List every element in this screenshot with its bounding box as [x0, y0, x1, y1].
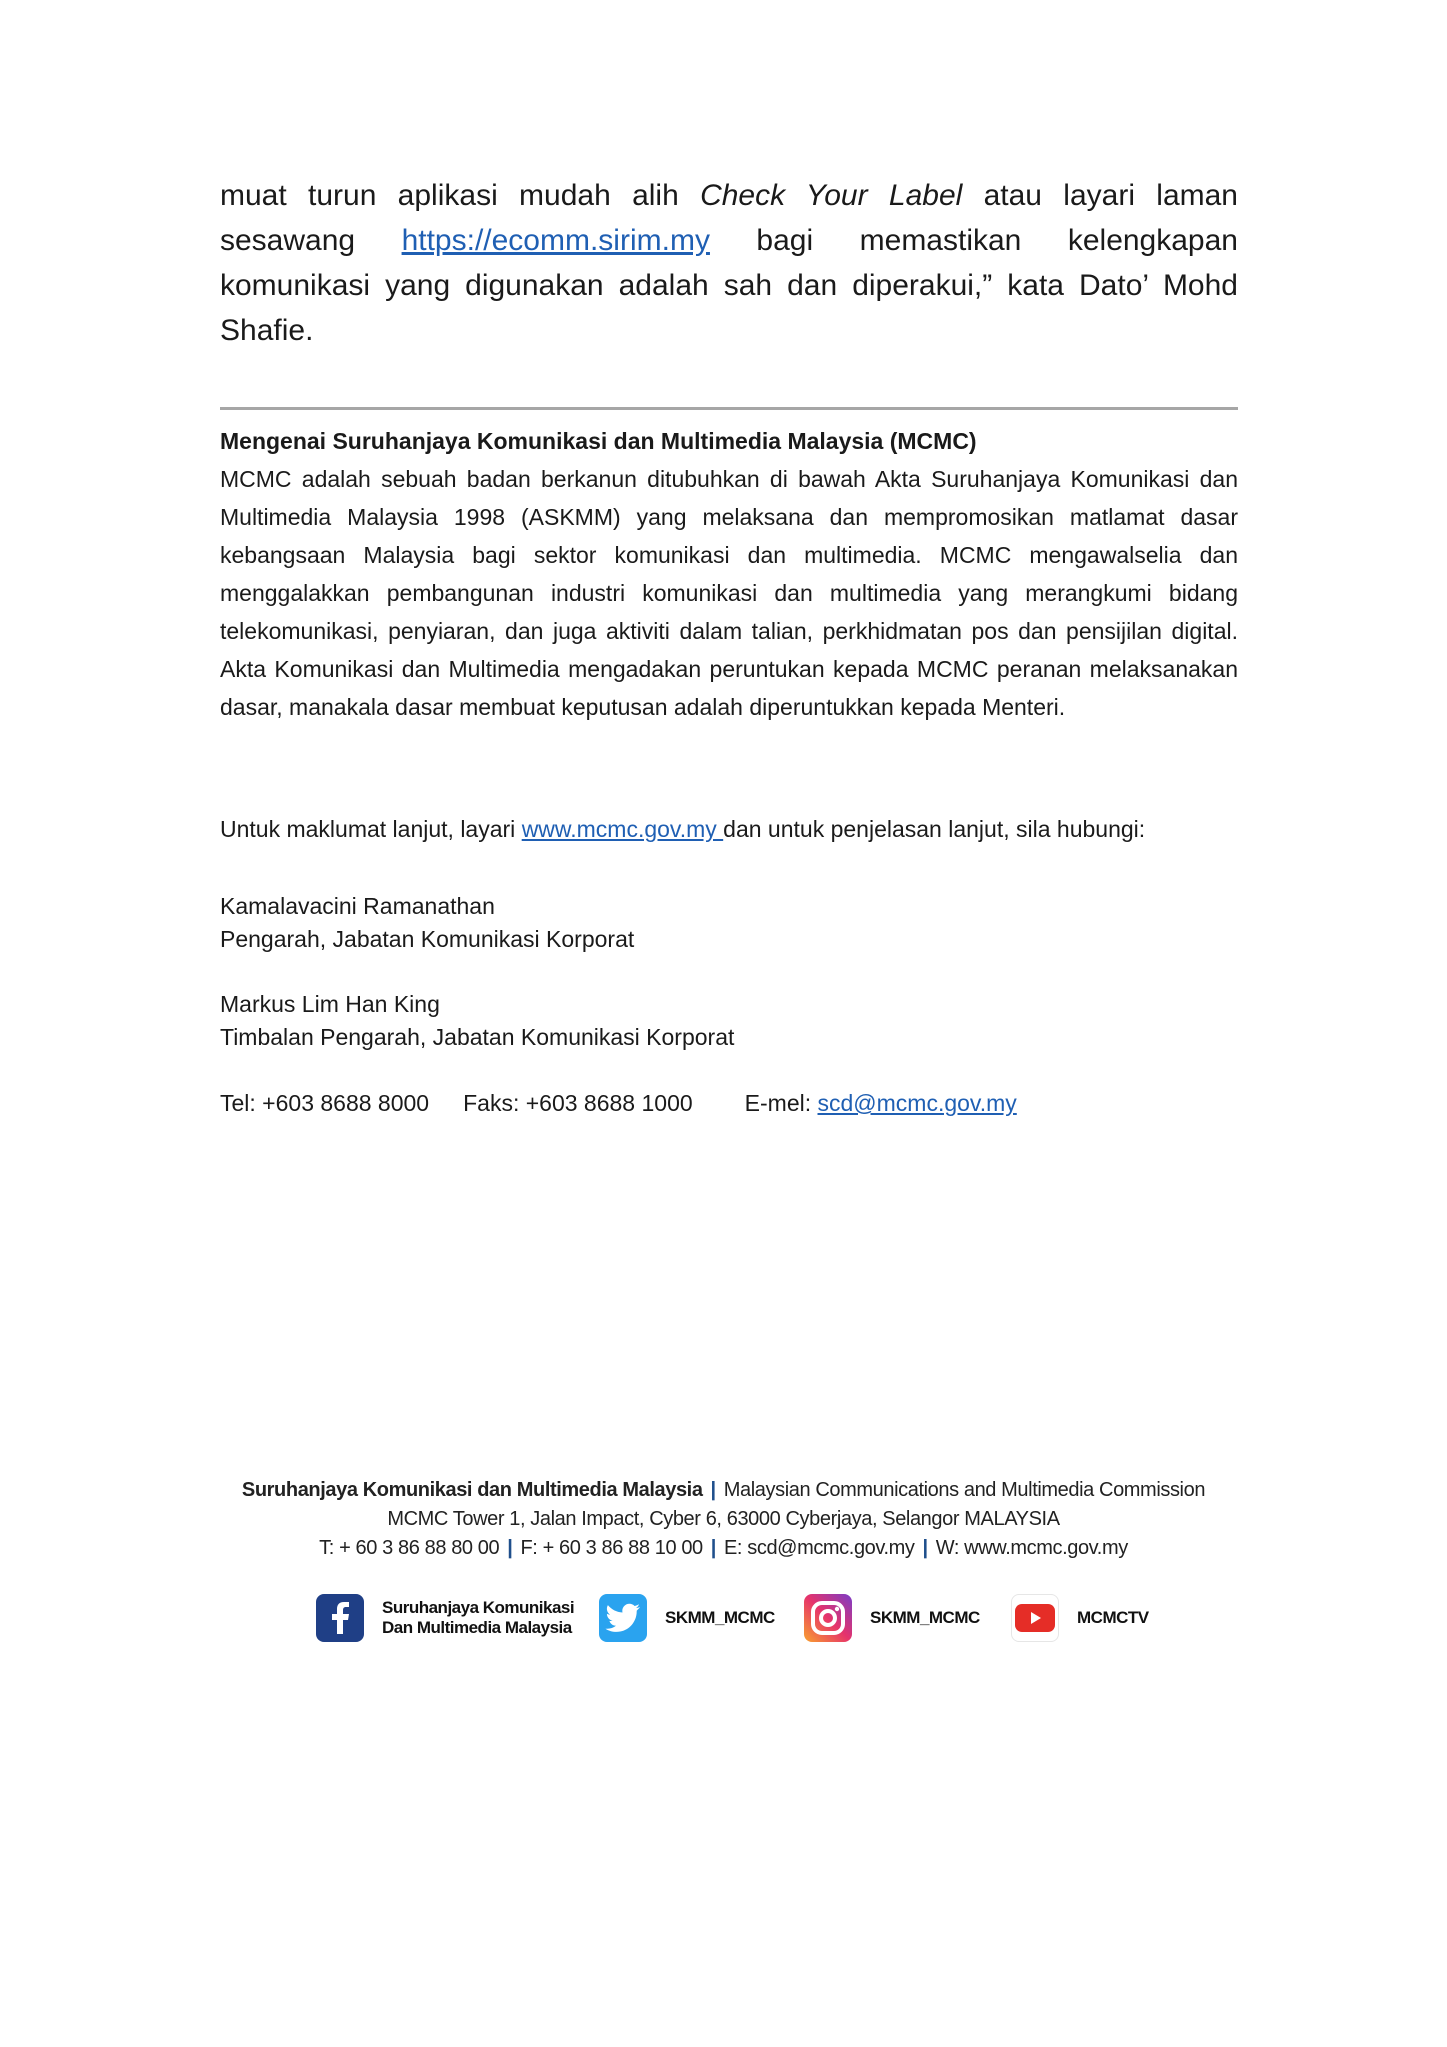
facebook-link[interactable] [316, 1594, 574, 1642]
footer-contact-line [150, 1534, 1297, 1563]
letterhead-footer [150, 1476, 1297, 1563]
social-links [316, 1594, 1166, 1654]
footer-org-line [150, 1476, 1297, 1505]
app-name: Check Your Label [700, 179, 963, 212]
footer-separator: | [922, 1537, 928, 1559]
footer-org-en: Malaysian Communications and Multimedia Commission [723, 1479, 1206, 1501]
youtube-channel: MCMCTV [1077, 1608, 1149, 1627]
facebook-label-line2: Dan Multimedia Malaysia [382, 1618, 572, 1637]
footer-separator: | [710, 1537, 716, 1559]
email-link[interactable]: scd@mcmc.gov.my [817, 1090, 1017, 1116]
fax-number: Faks: +603 8688 1000 [463, 1090, 693, 1116]
instagram-handle: SKMM_MCMC [870, 1608, 980, 1627]
youtube-link[interactable] [1011, 1594, 1149, 1642]
phone-line [220, 1087, 1238, 1120]
about-body: MCMC adalah sebuah badan berkanun ditubuhkan di bawah Akta Suruhanjaya Komunikasi dan Multimedia Malaysia 1998 (ASKMM) yang melaksana dan mempromosikan matlamat dasar kebangsaan Malaysia bagi sektor komunikasi dan multimedia. MCMC mengawalselia dan menggalakkan pembangunan industri komunikasi dan multimedia yang merangkumi bidang telekomunikasi, penyiaran, dan juga aktiviti dalam talian, perkhidmatan pos dan pensijilan digital. Akta Komunikasi dan Multimedia mengadakan peruntukan kepada MCMC peranan melaksanakan dasar, manakala dasar membuat keputusan adalah diperuntukkan kepada Menteri. [220, 466, 1238, 720]
facebook-label [382, 1598, 574, 1638]
footer-email: E: scd@mcmc.gov.my [723, 1537, 915, 1559]
contact-title: Pengarah, Jabatan Komunikasi Korporat [220, 926, 635, 952]
contact-2 [220, 988, 1238, 1054]
footer-org-ms: Suruhanjaya Komunikasi dan Multimedia Malaysia [241, 1479, 703, 1501]
intro-text-3: bagi memastikan kelengkapan komunikasi yang digunakan adalah sah dan diperakui,” kata Dato’ Mohd Shafie. [220, 224, 1238, 347]
email-label: E-mel: [744, 1090, 818, 1116]
mcmc-website-link[interactable]: www.mcmc.gov.my [521, 816, 724, 842]
more-info-line [220, 813, 1238, 846]
section-divider [220, 407, 1238, 410]
contact-name: Markus Lim Han King [220, 991, 440, 1017]
footer-separator: | [710, 1479, 716, 1501]
instagram-link[interactable] [804, 1594, 980, 1642]
contact-1 [220, 890, 1238, 956]
footer-address: MCMC Tower 1, Jalan Impact, Cyber 6, 63000 Cyberjaya, Selangor MALAYSIA [387, 1508, 1060, 1530]
more-info-prefix: Untuk maklumat lanjut, layari [220, 816, 522, 842]
twitter-icon [599, 1594, 647, 1642]
facebook-icon [316, 1594, 364, 1642]
twitter-handle: SKMM_MCMC [665, 1608, 775, 1627]
intro-text-2: atau layari laman sesawang [220, 179, 1238, 257]
about-heading: Mengenai Suruhanjaya Komunikasi dan Multimedia Malaysia (MCMC) [220, 428, 977, 454]
sirim-link[interactable]: https://ecomm.sirim.my [401, 224, 710, 257]
tel-number: Tel: +603 8688 8000 [220, 1090, 430, 1116]
contact-name: Kamalavacini Ramanathan [220, 893, 495, 919]
instagram-icon [804, 1594, 852, 1642]
intro-paragraph [220, 173, 1238, 353]
about-section [220, 422, 1238, 726]
more-info-suffix: dan untuk penjelasan lanjut, sila hubungi: [723, 816, 1146, 842]
twitter-link[interactable] [599, 1594, 775, 1642]
intro-text-1: muat turun aplikasi mudah alih [220, 179, 701, 212]
footer-fax: F: + 60 3 86 88 10 00 [520, 1537, 703, 1559]
footer-separator: | [507, 1537, 513, 1559]
youtube-icon [1011, 1594, 1059, 1642]
facebook-label-line1: Suruhanjaya Komunikasi [382, 1598, 575, 1617]
footer-web: W: www.mcmc.gov.my [935, 1537, 1128, 1559]
footer-tel: T: + 60 3 86 88 80 00 [319, 1537, 500, 1559]
contact-title: Timbalan Pengarah, Jabatan Komunikasi Korporat [220, 1024, 735, 1050]
